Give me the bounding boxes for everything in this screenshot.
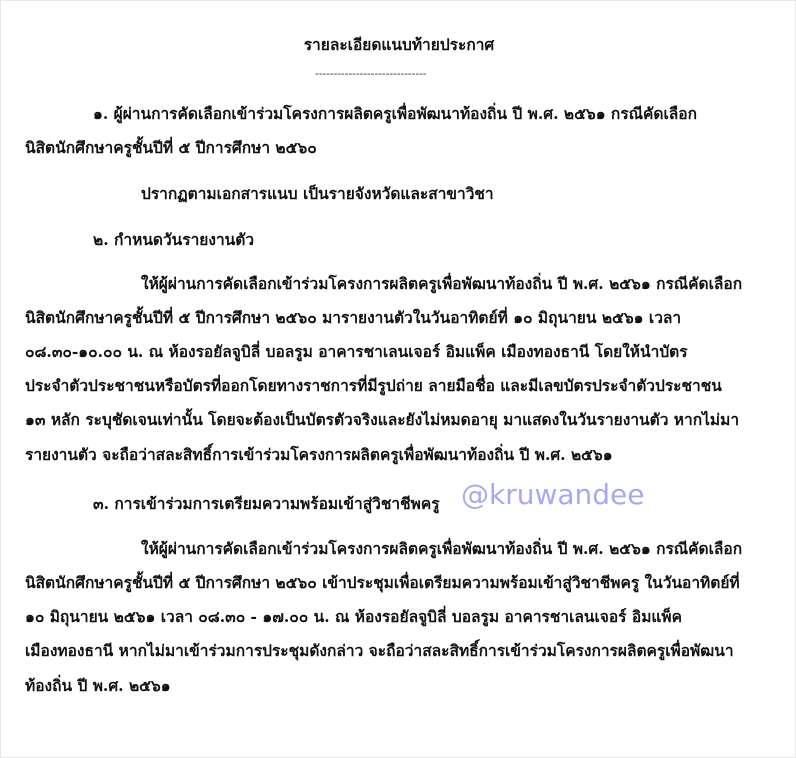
document-title: รายละเอียดแนบท้ายประกาศ (303, 35, 495, 54)
section-3-body-line-4: เมืองทองธานี หากไม่มาเข้าร่วมการประชุมดังกล่าว จะถือว่าสละสิทธิ์การเข้าร่วมโครงการผลิตครูเพื่อพัฒนา (25, 641, 734, 660)
section-2-body-line-3: ๐๘.๓๐-๑๐.๐๐ น. ณ ห้องรอยัลจูบิลี่ บอลรูม อาคารชาเลนเจอร์ อิมแพ็ค เมืองทองธานี โดยให้นำบัตร (25, 342, 688, 361)
section-3-body-line-3: ๑๐ มิถุนายน ๒๕๖๑ เวลา ๐๘.๓๐ - ๑๗.๐๐ น. ณ ห้องรอยัลจูบิลี่ บอลรูม อาคารชาเลนเจอร์ อิมแพ็ค (25, 607, 683, 626)
section-3-body-line-2: นิสิตนักศึกษาครูชั้นปีที่ ๕ ปีการศึกษา ๒๕๖๐ เข้าประชุมเพื่อเตรียมความพร้อมเข้าสู่วิชาชีพครู ในวันอาทิตย์ที่ (25, 573, 740, 592)
section-1-heading-line-1: ๑. ผู้ผ่านการคัดเลือกเข้าร่วมโครงการผลิตครูเพื่อพัฒนาท้องถิ่น ปี พ.ศ. ๒๕๖๑ กรณีคัดเลือก (93, 104, 697, 123)
section-2-body-line-5: ๑๓ หลัก ระบุชัดเจนเท่านั้น โดยจะต้องเป็นบัตรตัวจริงและยังไม่หมดอายุ มาแสดงในวันรายงานตัว หากไม่มา (25, 410, 740, 429)
watermark-text: @kruwandee (461, 478, 645, 511)
section-3-heading-line-1: ๓. การเข้าร่วมการเตรียมความพร้อมเข้าสู่วิชาชีพครู (93, 494, 440, 513)
section-2-body-line-2: นิสิตนักศึกษาครูชั้นปีที่ ๕ ปีการศึกษา ๒๕๖๐ มารายงานตัวในวันอาทิตย์ที่ ๑๐ มิถุนายน ๒๕๖๑ เวลา (25, 308, 682, 327)
section-2-body-line-4: ประจำตัวประชาชนหรือบัตรที่ออกโดยทางราชการที่มีรูปถ่าย ลายมือชื่อ และมีเลขบัตรประจำตัวประชาชน (25, 376, 722, 395)
section-1-body-line-1: ปรากฏตามเอกสารแนบ เป็นรายจังหวัดและสาขาวิชา (141, 184, 494, 203)
section-2-heading-line-1: ๒. กำหนดวันรายงานตัว (93, 230, 255, 249)
section-1-heading-line-2: นิสิตนักศึกษาครูชั้นปีที่ ๕ ปีการศึกษา ๒๕๖๐ (25, 138, 317, 157)
section-2-body-line-6: รายงานตัว จะถือว่าสละสิทธิ์การเข้าร่วมโครงการผลิตครูเพื่อพัฒนาท้องถิ่น ปี พ.ศ. ๒๕๖๑ (25, 445, 613, 464)
section-3-body-line-1: ให้ผู้ผ่านการคัดเลือกเข้าร่วมโครงการผลิตครูเพื่อพัฒนาท้องถิ่น ปี พ.ศ. ๒๕๖๑ กรณีคัดเลือก (141, 539, 743, 558)
section-3-body-line-5: ท้องถิ่น ปี พ.ศ. ๒๕๖๑ (25, 676, 171, 695)
title-underline-rule: ------------------------------ (315, 67, 427, 80)
section-2-body-line-1: ให้ผู้ผ่านการคัดเลือกเข้าร่วมโครงการผลิตครูเพื่อพัฒนาท้องถิ่น ปี พ.ศ. ๒๕๖๑ กรณีคัดเลือก (141, 274, 743, 293)
